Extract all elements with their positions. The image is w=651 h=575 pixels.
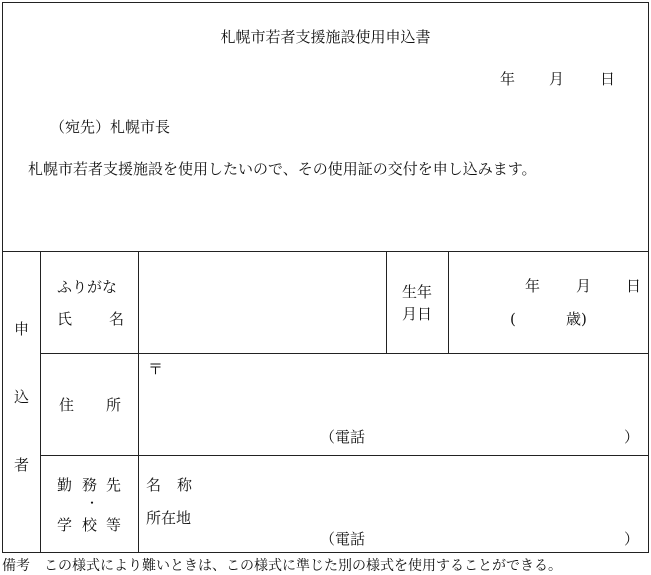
- address-label: 所: [106, 396, 122, 414]
- postal-code-mark: 〒: [148, 360, 164, 378]
- birth-date-label: 月日: [402, 305, 433, 323]
- table-top-line: [2, 251, 649, 252]
- address-phone-label: （電話: [320, 428, 366, 446]
- side-label-char: 者: [14, 456, 30, 474]
- org-location-label: 所在地: [146, 509, 192, 527]
- age-label: 歳): [566, 310, 587, 328]
- workplace-label: 務: [82, 476, 98, 494]
- workplace-separator: ・: [86, 496, 99, 510]
- address-row-divider: [40, 455, 649, 456]
- date-year-label: 年: [500, 70, 516, 88]
- workplace-phone-close: ）: [624, 530, 640, 548]
- birth-year-label: 年: [525, 277, 541, 295]
- side-label-char: 込: [14, 388, 30, 406]
- name-label: 名: [109, 310, 125, 328]
- date-day-label: 日: [600, 70, 616, 88]
- label-column-divider: [138, 251, 139, 553]
- addressee: （宛先）札幌市長: [50, 118, 171, 136]
- form-title: 札幌市若者支援施設使用申込書: [220, 28, 431, 46]
- workplace-label: 勤: [57, 476, 73, 494]
- address-phone-close: ）: [624, 428, 640, 446]
- date-month-label: 月: [549, 70, 565, 88]
- side-label-divider: [40, 251, 41, 553]
- school-label: 校: [82, 516, 98, 534]
- furigana-label: ふりがな: [57, 278, 118, 296]
- org-name-label: 称: [177, 476, 193, 494]
- footnote: 備考 この様式により難いときは、この様式に準じた別の様式を使用することができる。: [2, 558, 562, 574]
- name-label: 氏: [57, 310, 73, 328]
- org-name-label: 名: [146, 476, 162, 494]
- name-birth-divider: [386, 251, 387, 353]
- birth-date-label: 生年: [402, 283, 433, 301]
- request-statement: 札幌市若者支援施設を使用したいので、その使用証の交付を申し込みます。: [28, 160, 537, 178]
- birth-label-divider: [448, 251, 449, 353]
- birth-day-label: 日: [626, 277, 642, 295]
- workplace-phone-label: （電話: [320, 530, 366, 548]
- birth-month-label: 月: [576, 277, 592, 295]
- workplace-label: 先: [106, 476, 122, 494]
- age-open-paren: (: [510, 310, 516, 328]
- school-label: 等: [106, 516, 122, 534]
- side-label-char: 申: [14, 320, 30, 338]
- name-row-divider: [40, 353, 649, 354]
- address-label: 住: [59, 396, 75, 414]
- school-label: 学: [57, 516, 73, 534]
